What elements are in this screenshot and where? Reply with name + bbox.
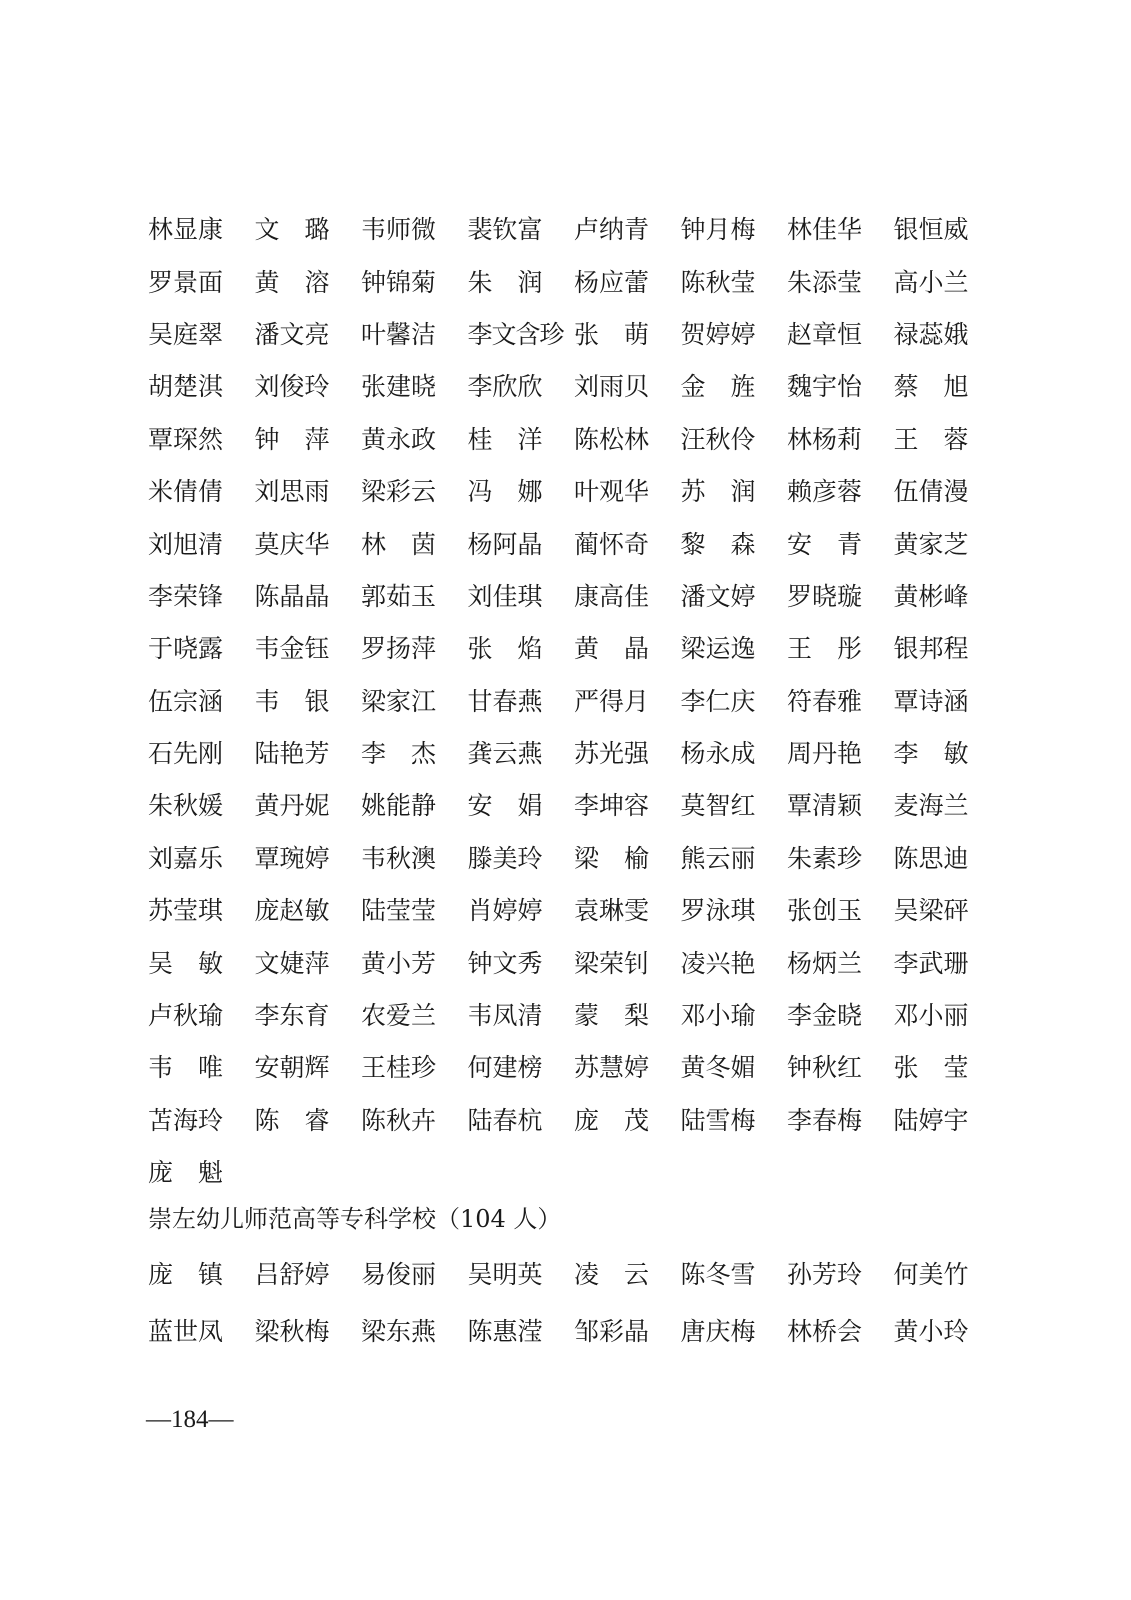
name-cell: 何建榜 <box>467 1053 543 1083</box>
name-cell: 吴梁砰 <box>893 896 969 926</box>
name-cell: 禄蕊娥 <box>893 319 969 349</box>
name-cell: 杨炳兰 <box>787 948 863 978</box>
name-cell: 刘雨贝 <box>574 372 650 402</box>
name-cell: 文婕萍 <box>254 948 330 978</box>
name-cell: 安朝辉 <box>254 1053 330 1083</box>
name-cell: 安 娟 <box>467 791 543 821</box>
name-cell: 莫庆华 <box>254 529 330 559</box>
name-cell: 覃琬婷 <box>254 843 330 873</box>
name-cell: 庞赵敏 <box>254 896 330 926</box>
name-cell: 陈晶晶 <box>254 581 330 611</box>
name-cell: 熊云丽 <box>680 843 756 873</box>
name-row <box>148 204 988 256</box>
name-cell: 银邦程 <box>893 634 969 664</box>
name-cell: 周丹艳 <box>787 739 863 769</box>
name-cell: 黄家芝 <box>893 529 969 559</box>
name-row <box>148 309 988 361</box>
name-list <box>148 204 988 1199</box>
name-cell: 张建晓 <box>361 372 437 402</box>
name-cell: 李 敏 <box>893 739 969 769</box>
name-cell: 庞 茂 <box>574 1105 650 1135</box>
name-cell: 伍倩漫 <box>893 477 969 507</box>
name-cell: 梁彩云 <box>361 477 437 507</box>
name-cell: 黄 晶 <box>574 634 650 664</box>
name-cell: 梁家江 <box>361 686 437 716</box>
name-cell: 吴 敏 <box>148 948 224 978</box>
section-heading: 崇左幼儿师范高等专科学校（104 人） <box>148 1205 562 1233</box>
name-cell: 陆雪梅 <box>680 1105 756 1135</box>
name-cell: 韦师微 <box>361 215 437 245</box>
name-cell: 蔺怀奇 <box>574 529 650 559</box>
name-cell: 梁秋梅 <box>254 1316 330 1346</box>
name-row <box>148 676 988 728</box>
name-cell: 孙芳玲 <box>787 1259 863 1289</box>
name-row <box>148 990 988 1042</box>
name-cell: 罗晓璇 <box>787 581 863 611</box>
name-row <box>148 1246 988 1303</box>
name-cell: 刘旭清 <box>148 529 224 559</box>
name-cell: 陆春杭 <box>467 1105 543 1135</box>
name-cell: 卢秋瑜 <box>148 1001 224 1031</box>
name-row <box>148 466 988 518</box>
name-cell: 黄永政 <box>361 424 437 454</box>
name-cell: 银恒威 <box>893 215 969 245</box>
name-cell: 康高佳 <box>574 581 650 611</box>
name-cell: 钟秋红 <box>787 1053 863 1083</box>
name-cell: 蓝世凤 <box>148 1316 224 1346</box>
name-cell: 符春雅 <box>787 686 863 716</box>
name-row <box>148 571 988 623</box>
name-cell: 黄冬媚 <box>680 1053 756 1083</box>
name-cell: 潘文亮 <box>254 319 330 349</box>
name-cell: 钟锦菊 <box>361 267 437 297</box>
name-cell: 陆婷宇 <box>893 1105 969 1135</box>
name-cell: 罗扬萍 <box>361 634 437 664</box>
name-cell: 于哓露 <box>148 634 224 664</box>
name-cell: 凌 云 <box>574 1259 650 1289</box>
name-cell: 李仁庆 <box>680 686 756 716</box>
name-cell: 李坤容 <box>574 791 650 821</box>
name-cell: 文 璐 <box>254 215 330 245</box>
name-cell: 韦 银 <box>254 686 330 716</box>
name-cell: 滕美玲 <box>467 843 543 873</box>
name-cell: 林 茵 <box>361 529 437 559</box>
name-cell: 杨阿晶 <box>467 529 543 559</box>
name-cell: 贺婷婷 <box>680 319 756 349</box>
name-cell: 王 蓉 <box>893 424 969 454</box>
name-cell: 金 旌 <box>680 372 756 402</box>
name-cell: 罗泳琪 <box>680 896 756 926</box>
name-cell: 梁 榆 <box>574 843 650 873</box>
name-cell: 林桥会 <box>787 1316 863 1346</box>
name-cell: 赖彦蓉 <box>787 477 863 507</box>
name-row <box>148 885 988 937</box>
name-cell: 林杨莉 <box>787 424 863 454</box>
name-cell: 吕舒婷 <box>254 1259 330 1289</box>
name-cell: 张 莹 <box>893 1053 969 1083</box>
name-cell: 冯 娜 <box>467 477 543 507</box>
name-list-second <box>148 1246 988 1360</box>
name-cell: 梁荣钊 <box>574 948 650 978</box>
name-cell: 姚能静 <box>361 791 437 821</box>
name-cell: 郭茹玉 <box>361 581 437 611</box>
name-cell: 陈惠滢 <box>467 1316 543 1346</box>
name-cell: 李荣锋 <box>148 581 224 611</box>
name-cell: 邓小丽 <box>893 1001 969 1031</box>
name-row <box>148 361 988 413</box>
name-cell: 陆莹莹 <box>361 896 437 926</box>
name-cell: 陈秋莹 <box>680 267 756 297</box>
name-cell: 麦海兰 <box>893 791 969 821</box>
name-cell: 韦凤清 <box>467 1001 543 1031</box>
name-cell: 肖婷婷 <box>467 896 543 926</box>
name-cell: 李春梅 <box>787 1105 863 1135</box>
name-cell: 莫智红 <box>680 791 756 821</box>
name-cell: 易俊丽 <box>361 1259 437 1289</box>
name-cell: 朱素珍 <box>787 843 863 873</box>
name-cell: 赵章恒 <box>787 319 863 349</box>
name-cell: 张 焰 <box>467 634 543 664</box>
name-cell: 韦秋澳 <box>361 843 437 873</box>
name-cell: 朱添莹 <box>787 267 863 297</box>
name-row <box>148 518 988 570</box>
name-cell: 安 青 <box>787 529 863 559</box>
name-row <box>148 1147 988 1199</box>
name-cell: 邓小瑜 <box>680 1001 756 1031</box>
name-cell: 陈松林 <box>574 424 650 454</box>
name-cell: 李 杰 <box>361 739 437 769</box>
name-cell: 陈秋卉 <box>361 1105 437 1135</box>
name-cell: 钟月梅 <box>680 215 756 245</box>
name-cell: 朱秋媛 <box>148 791 224 821</box>
name-cell: 杨永成 <box>680 739 756 769</box>
name-cell: 唐庆梅 <box>680 1316 756 1346</box>
name-row <box>148 1042 988 1094</box>
name-row <box>148 623 988 675</box>
name-cell: 甘春燕 <box>467 686 543 716</box>
name-cell: 韦金钰 <box>254 634 330 664</box>
name-cell: 梁运逸 <box>680 634 756 664</box>
name-cell: 伍宗涵 <box>148 686 224 716</box>
name-cell: 庞 魁 <box>148 1158 224 1188</box>
name-cell: 叶馨洁 <box>361 319 437 349</box>
name-cell: 凌兴艳 <box>680 948 756 978</box>
name-cell: 黄小玲 <box>893 1316 969 1346</box>
name-cell: 钟文秀 <box>467 948 543 978</box>
name-cell: 蒙 梨 <box>574 1001 650 1031</box>
name-row <box>148 256 988 308</box>
name-cell: 覃琛然 <box>148 424 224 454</box>
name-cell: 潘文婷 <box>680 581 756 611</box>
name-cell: 袁琳雯 <box>574 896 650 926</box>
name-cell: 桂 洋 <box>467 424 543 454</box>
name-cell: 黄 溶 <box>254 267 330 297</box>
name-cell: 陈冬雪 <box>680 1259 756 1289</box>
name-cell: 苏莹琪 <box>148 896 224 926</box>
name-cell: 罗景面 <box>148 267 224 297</box>
name-cell: 蔡 旭 <box>893 372 969 402</box>
name-cell: 陈 睿 <box>254 1105 330 1135</box>
name-cell: 李金晓 <box>787 1001 863 1031</box>
name-cell: 邹彩晶 <box>574 1316 650 1346</box>
name-cell: 钟 萍 <box>254 424 330 454</box>
name-cell: 张 萌 <box>574 319 650 349</box>
name-cell: 李文含珍 <box>467 319 564 349</box>
name-cell: 叶观华 <box>574 477 650 507</box>
name-cell: 黄小芳 <box>361 948 437 978</box>
name-row <box>148 728 988 780</box>
name-cell: 苫海玲 <box>148 1105 224 1135</box>
name-cell: 吴庭翠 <box>148 319 224 349</box>
name-cell: 农爱兰 <box>361 1001 437 1031</box>
name-cell: 陈思迪 <box>893 843 969 873</box>
name-cell: 刘嘉乐 <box>148 843 224 873</box>
name-cell: 龚云燕 <box>467 739 543 769</box>
name-cell: 裴钦富 <box>467 215 543 245</box>
name-cell: 苏慧婷 <box>574 1053 650 1083</box>
name-row <box>148 414 988 466</box>
name-cell: 梁东燕 <box>361 1316 437 1346</box>
name-row <box>148 780 988 832</box>
name-cell: 覃诗涵 <box>893 686 969 716</box>
name-cell: 王桂珍 <box>361 1053 437 1083</box>
name-cell: 魏宇怡 <box>787 372 863 402</box>
name-cell: 林佳华 <box>787 215 863 245</box>
name-cell: 黄丹妮 <box>254 791 330 821</box>
name-cell: 李武珊 <box>893 948 969 978</box>
name-cell: 王 彤 <box>787 634 863 664</box>
name-cell: 汪秋伶 <box>680 424 756 454</box>
name-row <box>148 937 988 989</box>
name-cell: 李欣欣 <box>467 372 543 402</box>
name-cell: 刘佳琪 <box>467 581 543 611</box>
name-row <box>148 1095 988 1147</box>
name-cell: 韦 唯 <box>148 1053 224 1083</box>
name-row <box>148 1303 988 1360</box>
name-cell: 张创玉 <box>787 896 863 926</box>
name-cell: 刘俊玲 <box>254 372 330 402</box>
name-cell: 陆艳芳 <box>254 739 330 769</box>
name-cell: 石先刚 <box>148 739 224 769</box>
name-cell: 卢纳青 <box>574 215 650 245</box>
name-cell: 朱 润 <box>467 267 543 297</box>
name-row <box>148 833 988 885</box>
name-cell: 严得月 <box>574 686 650 716</box>
name-cell: 胡楚淇 <box>148 372 224 402</box>
name-cell: 米倩倩 <box>148 477 224 507</box>
name-cell: 高小兰 <box>893 267 969 297</box>
page-number: —184— <box>146 1406 234 1433</box>
name-cell: 李东育 <box>254 1001 330 1031</box>
name-cell: 何美竹 <box>893 1259 969 1289</box>
name-cell: 覃清颖 <box>787 791 863 821</box>
name-cell: 杨应蕾 <box>574 267 650 297</box>
name-cell: 刘思雨 <box>254 477 330 507</box>
name-cell: 林显康 <box>148 215 224 245</box>
name-cell: 黎 森 <box>680 529 756 559</box>
name-cell: 苏光强 <box>574 739 650 769</box>
name-cell: 庞 镇 <box>148 1259 224 1289</box>
name-cell: 黄彬峰 <box>893 581 969 611</box>
name-cell: 苏 润 <box>680 477 756 507</box>
name-cell: 吴明英 <box>467 1259 543 1289</box>
